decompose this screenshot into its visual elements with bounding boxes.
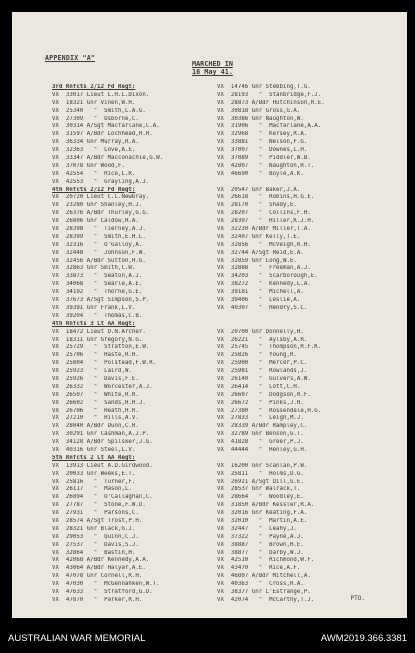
personnel-entry: VX 26140 " Gulvers,A.W. [217,375,311,382]
personnel-entry: VX 42510 " Richmond,W.F. [217,557,315,564]
personnel-entry: VX 30314 A/Sgt Macfarlane,C.A. [52,123,160,130]
personnel-entry: VX 28193 " Stanbridge,F.J. [217,91,322,98]
personnel-entry: VX 28664 " Woodley,E. [217,494,304,501]
archive-footer [0,623,415,653]
personnel-entry: VX 25900 " Mercer,P.C. [217,360,308,367]
personnel-entry: VX 18472 Lieut D.N.Archer. [52,328,146,335]
personnel-entry: VX 38272 " Kennedy,L.A. [217,281,311,288]
personnel-entry: VX 26602 " Sands,H.H.J. [52,399,146,406]
personnel-entry: VX 25811 " Holms,D.G. [217,470,304,477]
personnel-entry: VX 28399 " Smith,E.H.L. [52,233,146,240]
personnel-entry: VX 39181 " Michell,A. [217,289,304,296]
personnel-entry: VX 37007 " Downes,L.H. [217,147,308,154]
personnel-entry: VX 46690 " Boyle,A.K. [217,170,304,177]
blank-line [217,455,392,463]
personnel-entry: VX 25826 " Young,R. [217,352,297,359]
personnel-entry: VX 43064 A/Bdr Halyar,A.E. [52,565,146,572]
personnel-entry: VX 30386 Gnr Naughton,W. [217,115,304,122]
personnel-entry: VX 34192 " Thorne,G.E. [52,289,143,296]
personnel-entry: VX 25926 " Davis,F.E. [52,375,139,382]
personnel-entry: VX 26221 " Aylsby,A.R. [217,336,308,343]
personnel-entry: VX 26806 Gnr Caldow,R.A. [52,218,139,225]
heading-line-1: MARCHED IN [192,60,233,68]
personnel-entry: VX 40307 " Hendry,S.C. [217,304,308,311]
personnel-entry: VX 13913 Lieut A.D.Girdwood. [52,462,153,469]
personnel-entry: VX 25729 " Stratton,E.W. [52,344,150,351]
section-heading: 3rd Rnfcts 2/12 Fd Regt: [52,84,136,90]
personnel-entry: VX 47870 " Parker,R.H. [52,596,143,603]
personnel-entry: VX 42807 " Naughton,R.T. [217,162,315,169]
personnel-entry: VX 44444 " Henley,G.H. [217,446,308,453]
personnel-entry: VX 32010 " Martin,A.E. [217,517,308,524]
heading-line-2: 16 May 41. [192,68,233,76]
personnel-entry: VX 37078 Gnr Wood,F. [52,162,125,169]
personnel-entry: VX 32447 " Leahy,J. [217,525,297,532]
personnel-entry: VX 30291 Gnr Cashman,A.J.P. [52,431,150,438]
personnel-entry: VX 47633 " Stratford,G.D. [52,589,153,595]
personnel-entry: VX 41828 " Greer,P.J. [217,439,304,446]
personnel-entry: VX 32859 Gnr Long,W.E. [217,257,297,264]
personnel-entry: VX 25745 " Thompson,R.F.K. [217,344,322,351]
page-turn-note: PTO. [350,595,365,602]
document-page [12,12,407,618]
right-column [217,84,392,605]
personnel-entry: VX 28321 Gnr Black,G.J. [52,525,136,532]
personnel-entry: VX 33881 " Nelson,F.G. [217,139,308,146]
personnel-entry: VX 32789 Gnr Benson,G.T. [217,431,304,438]
personnel-entry: VX 32230 A/Bdr Miller,T.A. [217,226,311,233]
personnel-entry: VX 26376 A/Bdr Thurley,G.G. [52,210,150,217]
personnel-entry: VX 26607 " Dodgson,R.F. [217,391,311,398]
personnel-entry: VX 33873 " Seaton,A.J. [52,273,143,280]
personnel-entry: VX 26414 " Lott,C.H. [217,383,301,390]
personnel-entry: VX 46807 A/Bdr Mitchell,A. [217,573,311,580]
personnel-entry: VX 28040 A/Bdr Dunn,C.H. [52,423,139,430]
personnel-entry: VX 20700 Gnr Donnelly,H. [217,328,304,335]
left-column [52,84,227,605]
personnel-entry: VX 32968 " Kersey,R.A. [217,131,308,138]
personnel-entry: VX 42553 " Grayling,A.J. [52,178,150,185]
personnel-entry: VX 20033 Gnr Weeks,E.T. [52,470,136,477]
personnel-entry: VX 25816 " Turner,F. [52,478,136,485]
personnel-entry: VX 32316 " O'Galloy,A. [52,241,143,248]
personnel-entry: VX 26618 " Robins,H.G.E. [217,194,315,201]
personnel-entry: VX 47078 Gnr Cornell,R.H. [52,573,143,580]
personnel-entry: VX 28873 A/Bdr Hutchinson,R.E. [217,99,325,106]
personnel-entry: VX 20720 Lieut C.L.Newbray. [52,194,150,201]
personnel-entry: VX 32863 Gnr Smith,C.W. [52,265,136,272]
personnel-entry: VX 39406 " Leslie,A. [217,297,301,304]
footer-institution: AUSTRALIAN WAR MEMORIAL [8,633,146,644]
personnel-entry: VX 37673 A/Sgt Simpson,S.P. [52,297,150,304]
personnel-entry: VX 34068 " Searle,A.E. [52,281,143,288]
personnel-entry: VX 26672 " Pinks,J.H. [217,399,304,406]
personnel-entry: VX 27309 " Osborne,C. [52,115,139,122]
personnel-entry: VX 38877 " Darby,W.J. [217,549,304,556]
personnel-entry: VX 18311 Gnr Gregory,N.G. [52,336,143,343]
personnel-entry: VX 26507 " White,R.R. [52,391,139,398]
personnel-entry: VX 28398 " Tierney,A.J. [52,226,146,233]
personnel-entry: VX 28397 " Hiller,K.J.H. [217,218,315,225]
personnel-entry: VX 28339 A/Bdr Rampley,C. [217,423,308,430]
section-heading: 4th Rnfcts 3 Lt AA Regt: [52,320,136,327]
personnel-entry: VX 47030 " McGennahken,W.T. [52,581,160,588]
personnel-entry: VX 39204 " Thomas,C.B. [52,312,143,319]
personnel-entry: VX 39391 Gnr Frank,L.V. [52,304,136,311]
personnel-entry: VX 32744 A/Sgt Reid,E.A. [217,249,304,256]
personnel-entry: VX 42554 " Rice,L.R. [52,170,136,177]
personnel-entry: VX 27787 " Stone,F.W.D. [52,502,146,509]
blank-line [217,179,392,187]
personnel-entry: VX 31906 " Macfarlane,A.A. [217,123,322,130]
personnel-entry: VX 26894 " O'Callaghan,C. [52,494,153,501]
personnel-entry: VX 28574 A/Sgt Trost,P.H. [52,517,143,524]
personnel-entry: VX 27833 " Leigh,M.J. [217,415,304,422]
personnel-entry: VX 32448 " Johnson,F.W. [52,249,146,256]
personnel-entry: VX 28207 " Collins,F.H. [217,210,311,217]
section-heading: 4th Rnfcts 2/12 Fd Regt: [52,186,136,193]
personnel-entry: VX 26117 " Mason,L. [52,486,132,493]
blank-line [217,321,392,329]
personnel-entry: VX 43470 " Rice,A.F. [217,565,301,572]
personnel-entry: VX 36334 Gnr Murray,R.A. [52,139,139,146]
personnel-entry: VX 25923 " Laird,W. [52,368,132,375]
personnel-entry: VX 25706 " Haste,R.H. [52,352,139,359]
personnel-entry: VX 33347 A/Bdr Macconachie,G.W. [52,155,164,162]
section-heading: 5th Rnfcts 2 Lt AA Regt: [52,454,136,461]
personnel-entry: VX 26706 " Heath,H.R. [52,407,139,414]
personnel-entry: VX 14746 Gnr Stebbing,T.G. [217,84,311,90]
personnel-entry: VX 27931 " Parsons,C. [52,510,139,517]
personnel-entry: VX 25981 " Rowlands,J. [217,368,308,375]
personnel-entry: VX 27537 " Davis,S.J. [52,541,139,548]
personnel-entry: VX 32016 Gnr Keating,F.A. [217,510,308,517]
personnel-entry: VX 33017 Lieut L.H.L.Dixon. [52,91,150,98]
personnel-entry: VX 26921 A/Sgt Dill,G.E. [217,478,304,485]
personnel-entry: VX 31597 A/Bdr Lochhead,H.H. [52,131,153,138]
personnel-entry: VX 32856 " McVeigh,R.H. [217,241,311,248]
personnel-entry: VX 18321 Gnr Vinen,W.H. [52,99,136,106]
personnel-entry: VX 23280 Gnr Shanley,H.J. [52,202,143,209]
personnel-entry: VX 32363 " Love,A.E. [52,147,136,154]
personnel-entry: VX 27380 " Rossendale,H.G. [217,407,322,414]
personnel-entry: VX 37322 " Payne,A.J. [217,533,304,540]
personnel-entry: VX 25340 " Smith,L.A.G. [52,107,146,114]
personnel-entry: VX 16200 Gnr Scanlan,P.W. [217,462,308,469]
personnel-entry: VX 28170 " Shady,E. [217,202,297,209]
personnel-entry: VX 40316 Gnr Steel,L.V. [52,446,136,453]
personnel-entry: VX 38887 " Brown,H.E. [217,541,304,548]
personnel-entry: VX 32864 " Bastin,H. [52,549,136,556]
personnel-entry: VX 32407 Gnr Kelly,T.E. [217,233,301,240]
personnel-entry: VX 26332 " Worcester,A.J. [52,383,153,390]
personnel-entry: VX 40363 " Cross,R.A. [217,581,304,588]
blank-line [217,313,392,321]
personnel-entry: VX 42068 A/Bdr Kennedy,A.A. [52,557,150,564]
personnel-entry: VX 37089 " Piddler,W.B. [217,155,311,162]
personnel-entry: VX 30818 Gnr Gross,G.A. [217,107,301,114]
personnel-entry: VX 27210 " Hills,A.V. [52,415,139,422]
appendix-label: APPENDIX "A" [45,54,96,62]
personnel-entry: VX 34203 " Scarborough,E. [217,273,318,280]
personnel-entry: VX 28537 Gnr Walrack,T. [217,486,301,493]
footer-accession-number: AWM2019.366.3381 [320,633,407,644]
personnel-entry: VX 29053 " Quinn,C.J. [52,533,139,540]
personnel-entry: VX 42074 " McCarthy,T.J. [217,596,315,603]
document-heading [192,60,233,76]
personnel-entry: VX 31850 A/Bdr Kessler,R.A. [217,502,315,509]
personnel-entry: VX 38377 Gnr L'Estrange,P. [217,589,311,595]
personnel-entry: VX 25804 " Polstead,F.W.R. [52,360,157,367]
personnel-entry: VX 32456 A/Bdr Sutton,H.G. [52,257,146,264]
personnel-entry: VX 32888 " Freeman,A.J. [217,265,311,272]
personnel-entry: VX 34128 A/Bdr Spilsker,J.G. [52,439,153,446]
personnel-entry: VX 20547 Gnr Baker,J.A. [217,186,301,193]
